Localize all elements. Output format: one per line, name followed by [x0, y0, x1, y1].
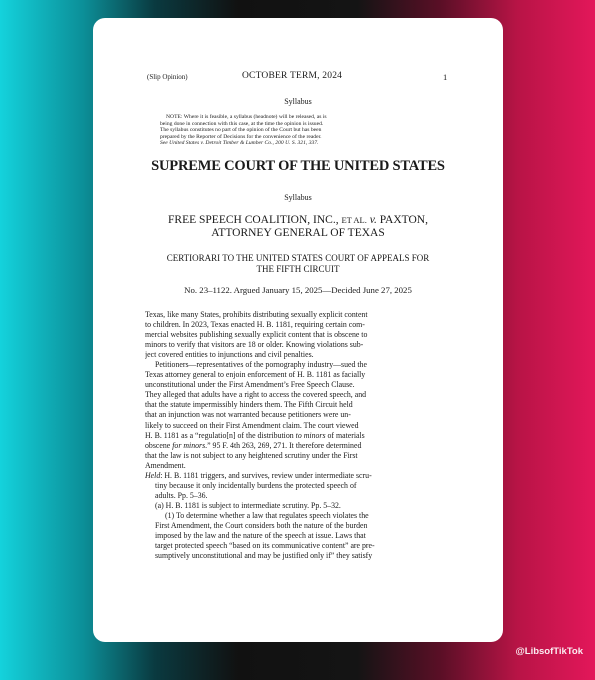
slip-opinion-page	[93, 18, 503, 642]
versus: v.	[366, 214, 380, 226]
case-caption	[93, 214, 503, 240]
body-line: First Amendment, the Court considers both the nature of the burden	[155, 520, 368, 530]
body-line: unconstitutional under the First Amendment’s Free Speech Clause.	[145, 380, 355, 390]
body-line: mercial websites publishing sexually explicit content that is obscene to	[145, 330, 368, 340]
petitioner-name: FREE SPEECH COALITION, INC.,	[168, 214, 342, 226]
body-line: likely to succeed on their First Amendment claim. The court viewed	[145, 420, 359, 430]
certiorari-line-1: CERTIORARI TO THE UNITED STATES COURT OF APPEALS FOR	[166, 253, 430, 263]
body-line: that the statute impermissibly hinders them. The Fifth Circuit held	[145, 400, 353, 410]
et-al: ET AL.	[341, 215, 367, 225]
body-line: (1) To determine whether a law that regulates speech violates the	[165, 510, 369, 520]
term-heading: OCTOBER TERM, 2024	[242, 71, 343, 81]
headnote-note	[160, 114, 452, 147]
note-line: prepared by the Reporter of Decisions for the convenience of the reader.	[160, 133, 322, 140]
body-line: sumptively unconstitutional and may be justified only if” they satisfy	[155, 551, 373, 561]
note-line: being done in connection with this case, at the time the opinion is issued.	[160, 120, 324, 127]
body-line: imposed by the law and the nature of the speech at issue. Laws that	[155, 531, 366, 541]
body-line: (a) H. B. 1181 is subject to intermediate scrutiny. Pp. 5–32.	[155, 500, 341, 510]
syllabus-heading-2: Syllabus	[284, 193, 312, 202]
body-line: to children. In 2023, Texas enacted H. B. 1181, requiring certain com-	[145, 320, 365, 330]
body-line: Held: H. B. 1181 triggers, and survives, review under intermediate scru-	[145, 470, 372, 480]
docket-line: No. 23–1122. Argued January 15, 2025—Decided June 27, 2025	[184, 285, 412, 295]
body-line: H. B. 1181 as a “regulatio[n] of the distribution to minors of materials	[145, 430, 365, 440]
court-name: SUPREME COURT OF THE UNITED STATES	[151, 158, 445, 174]
document-card	[93, 18, 503, 642]
case-caption-line-2: ATTORNEY GENERAL OF TEXAS	[211, 227, 385, 239]
body-line: Texas attorney general to enjoin enforcement of H. B. 1181 as facially	[145, 370, 366, 380]
slip-opinion-label: (Slip Opinion)	[147, 73, 188, 81]
body-line: tiny because it only incidentally burdens the protected speech of	[155, 480, 357, 490]
certiorari-line-2: THE FIFTH CIRCUIT	[256, 263, 340, 274]
page-number: 1	[443, 72, 448, 82]
syllabus-body	[145, 310, 453, 561]
case-caption-line-1	[93, 214, 503, 227]
body-line: They alleged that adults have a right to access the covered speech, and	[145, 390, 367, 400]
body-line: that an injunction was not warranted because petitioners were un-	[145, 410, 351, 420]
syllabus-heading: Syllabus	[284, 97, 312, 106]
body-line: obscene for minors.” 95 F. 4th 263, 269, 271. It therefore determined	[145, 440, 362, 450]
note-line: NOTE: Where it is feasible, a syllabus (headnote) will be released, as is	[166, 114, 327, 120]
certiorari-line	[93, 253, 503, 274]
respondent-name: PAXTON,	[379, 214, 428, 226]
body-line: that the law is not subject to any heightened scrutiny under the First	[145, 450, 358, 460]
note-line: See United States v. Detroit Timber & Lumber Co., 200 U. S. 321, 337.	[160, 140, 319, 147]
body-line: Amendment.	[145, 460, 186, 470]
note-line: The syllabus constitutes no part of the opinion of the Court but has been	[160, 127, 322, 134]
body-line: Petitioners—representatives of the pornography industry—sued the	[155, 360, 367, 370]
body-line: minors to verify that visitors are 18 or older. Knowing violations sub-	[145, 340, 364, 350]
body-line: Texas, like many States, prohibits distributing sexually explicit content	[145, 310, 368, 319]
watermark-handle: @LibsofTikTok	[515, 646, 583, 657]
body-line: ject covered entities to injunctions and civil penalties.	[145, 350, 314, 360]
body-line: target protected speech “based on its communicative content” are pre-	[155, 541, 375, 551]
body-line: adults. Pp. 5–36.	[155, 490, 208, 500]
